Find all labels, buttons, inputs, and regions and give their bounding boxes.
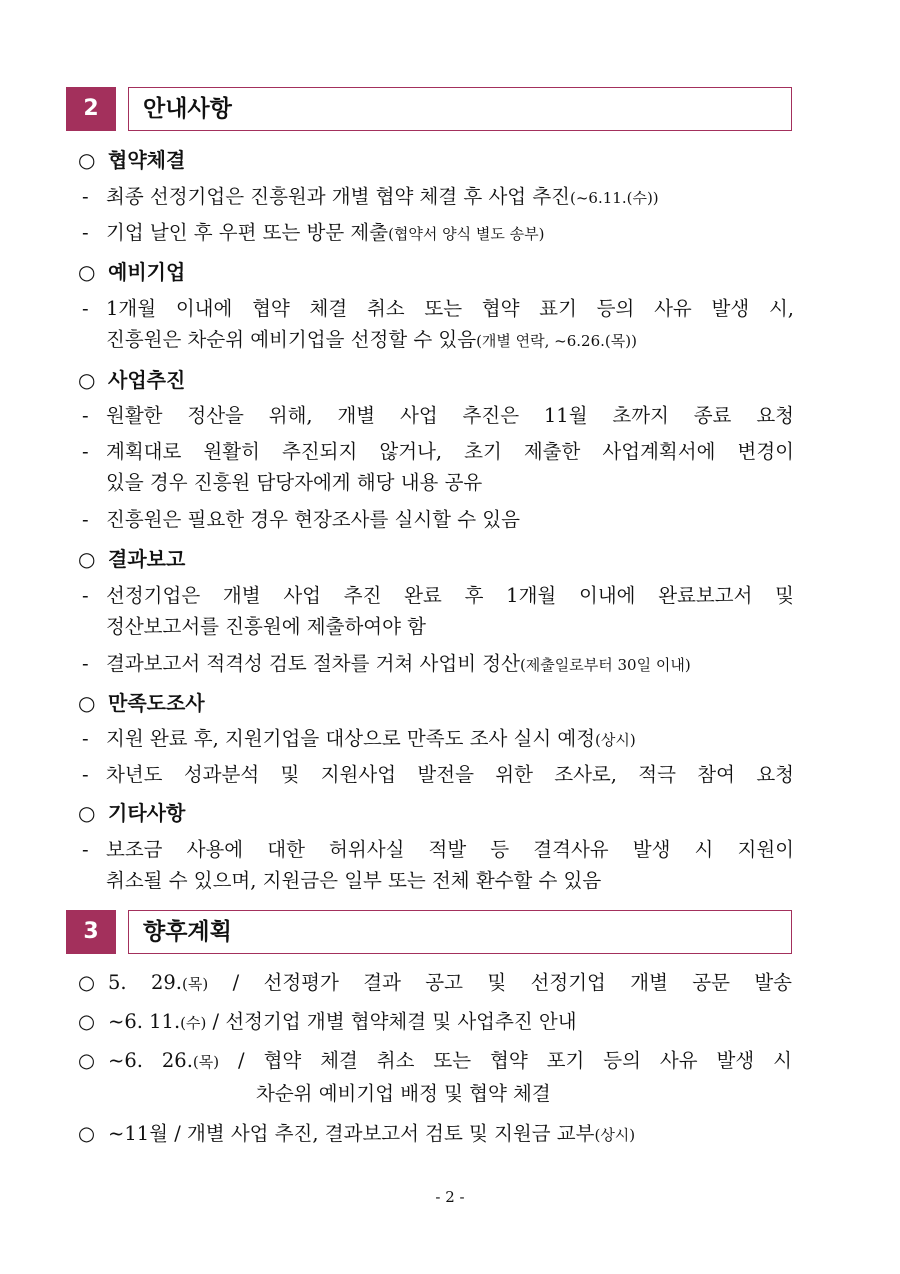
list-item: - 결과보고서 적격성 검토 절차를 거쳐 사업비 정산(제출일로부터 30일 이내) xyxy=(82,648,794,681)
list-item: - 차년도 성과분석 및 지원사업 발전을 위한 조사로, 적극 참여 요청 xyxy=(82,759,794,790)
circle-bullet-icon: ○ xyxy=(78,1010,96,1033)
group-heading-misc: ○ 기타사항 xyxy=(78,801,186,825)
list-item: - 원활한 정산을 위해, 개별 사업 추진은 11월 초까지 종료 요청 xyxy=(82,400,794,431)
dash-bullet-icon: - xyxy=(82,508,89,531)
schedule-item: ○ ~6. 26.(목) / 협약 체결 취소 또는 협약 포기 등의 사유 발생 시 차순위 예비기업 배정 및 협약 체결 xyxy=(78,1045,792,1109)
section-title-box xyxy=(128,910,792,954)
circle-bullet-icon: ○ xyxy=(78,691,96,715)
schedule-item: ○ ~11월 / 개별 사업 추진, 결과보고서 검토 및 지원금 교부(상시) xyxy=(78,1118,792,1151)
dash-bullet-icon: - xyxy=(82,297,89,320)
dash-bullet-icon: - xyxy=(82,221,89,244)
circle-bullet-icon: ○ xyxy=(78,971,96,994)
section-title: 향후계획 xyxy=(143,919,232,945)
schedule-item: ○ 5. 29.(목) / 선정평가 결과 공고 및 선정기업 개별 공문 발송 xyxy=(78,967,792,1000)
list-item: - 최종 선정기업은 진흥원과 개별 협약 체결 후 사업 추진(~6.11.(수)) xyxy=(82,181,794,214)
group-heading-reserve: ○ 예비기업 xyxy=(78,260,186,284)
section-number: 2 xyxy=(66,87,116,131)
circle-bullet-icon: ○ xyxy=(78,801,96,825)
dash-bullet-icon: - xyxy=(82,652,89,675)
list-item: - 선정기업은 개별 사업 추진 완료 후 1개월 이내에 완료보고서 및 정산보고서를 진흥원에 제출하여야 함 xyxy=(82,580,794,642)
list-item: - 진흥원은 필요한 경우 현장조사를 실시할 수 있음 xyxy=(82,504,794,535)
dash-bullet-icon: - xyxy=(82,440,89,463)
circle-bullet-icon: ○ xyxy=(78,148,96,172)
group-heading-agreement: ○ 협약체결 xyxy=(78,148,186,172)
dash-bullet-icon: - xyxy=(82,838,89,861)
circle-bullet-icon: ○ xyxy=(78,260,96,284)
list-item: - 1개월 이내에 협약 체결 취소 또는 협약 표기 등의 사유 발생 시, 진흥원은 차순위 예비기업을 선정할 수 있음(개별 연락, ~6.26.(목)) xyxy=(82,293,794,357)
list-item: - 계획대로 원활히 추진되지 않거나, 초기 제출한 사업계획서에 변경이 있을 경우 진흥원 담당자에게 해당 내용 공유 xyxy=(82,436,794,498)
section-number: 3 xyxy=(66,910,116,954)
circle-bullet-icon: ○ xyxy=(78,547,96,571)
section-header-2 xyxy=(66,87,792,131)
schedule-item: ○ ~6. 11.(수) / 선정기업 개별 협약체결 및 사업추진 안내 xyxy=(78,1006,792,1039)
dash-bullet-icon: - xyxy=(82,727,89,750)
section-title: 안내사항 xyxy=(143,96,232,122)
group-heading-report: ○ 결과보고 xyxy=(78,547,186,571)
list-item: - 기업 날인 후 우편 또는 방문 제출(협약서 양식 별도 송부) xyxy=(82,217,794,250)
circle-bullet-icon: ○ xyxy=(78,1122,96,1145)
circle-bullet-icon: ○ xyxy=(78,1049,96,1072)
list-item: - 보조금 사용에 대한 허위사실 적발 등 결격사유 발생 시 지원이 취소될 수 있으며, 지원금은 일부 또는 전체 환수할 수 있음 xyxy=(82,834,794,896)
circle-bullet-icon: ○ xyxy=(78,368,96,392)
page-number: - 2 - xyxy=(435,1188,465,1206)
dash-bullet-icon: - xyxy=(82,584,89,607)
list-item: - 지원 완료 후, 지원기업을 대상으로 만족도 조사 실시 예정(상시) xyxy=(82,723,794,756)
dash-bullet-icon: - xyxy=(82,404,89,427)
section-title-box xyxy=(128,87,792,131)
group-heading-execution: ○ 사업추진 xyxy=(78,368,186,392)
dash-bullet-icon: - xyxy=(82,185,89,208)
dash-bullet-icon: - xyxy=(82,763,89,786)
group-heading-survey: ○ 만족도조사 xyxy=(78,691,205,715)
section-header-3 xyxy=(66,910,792,954)
